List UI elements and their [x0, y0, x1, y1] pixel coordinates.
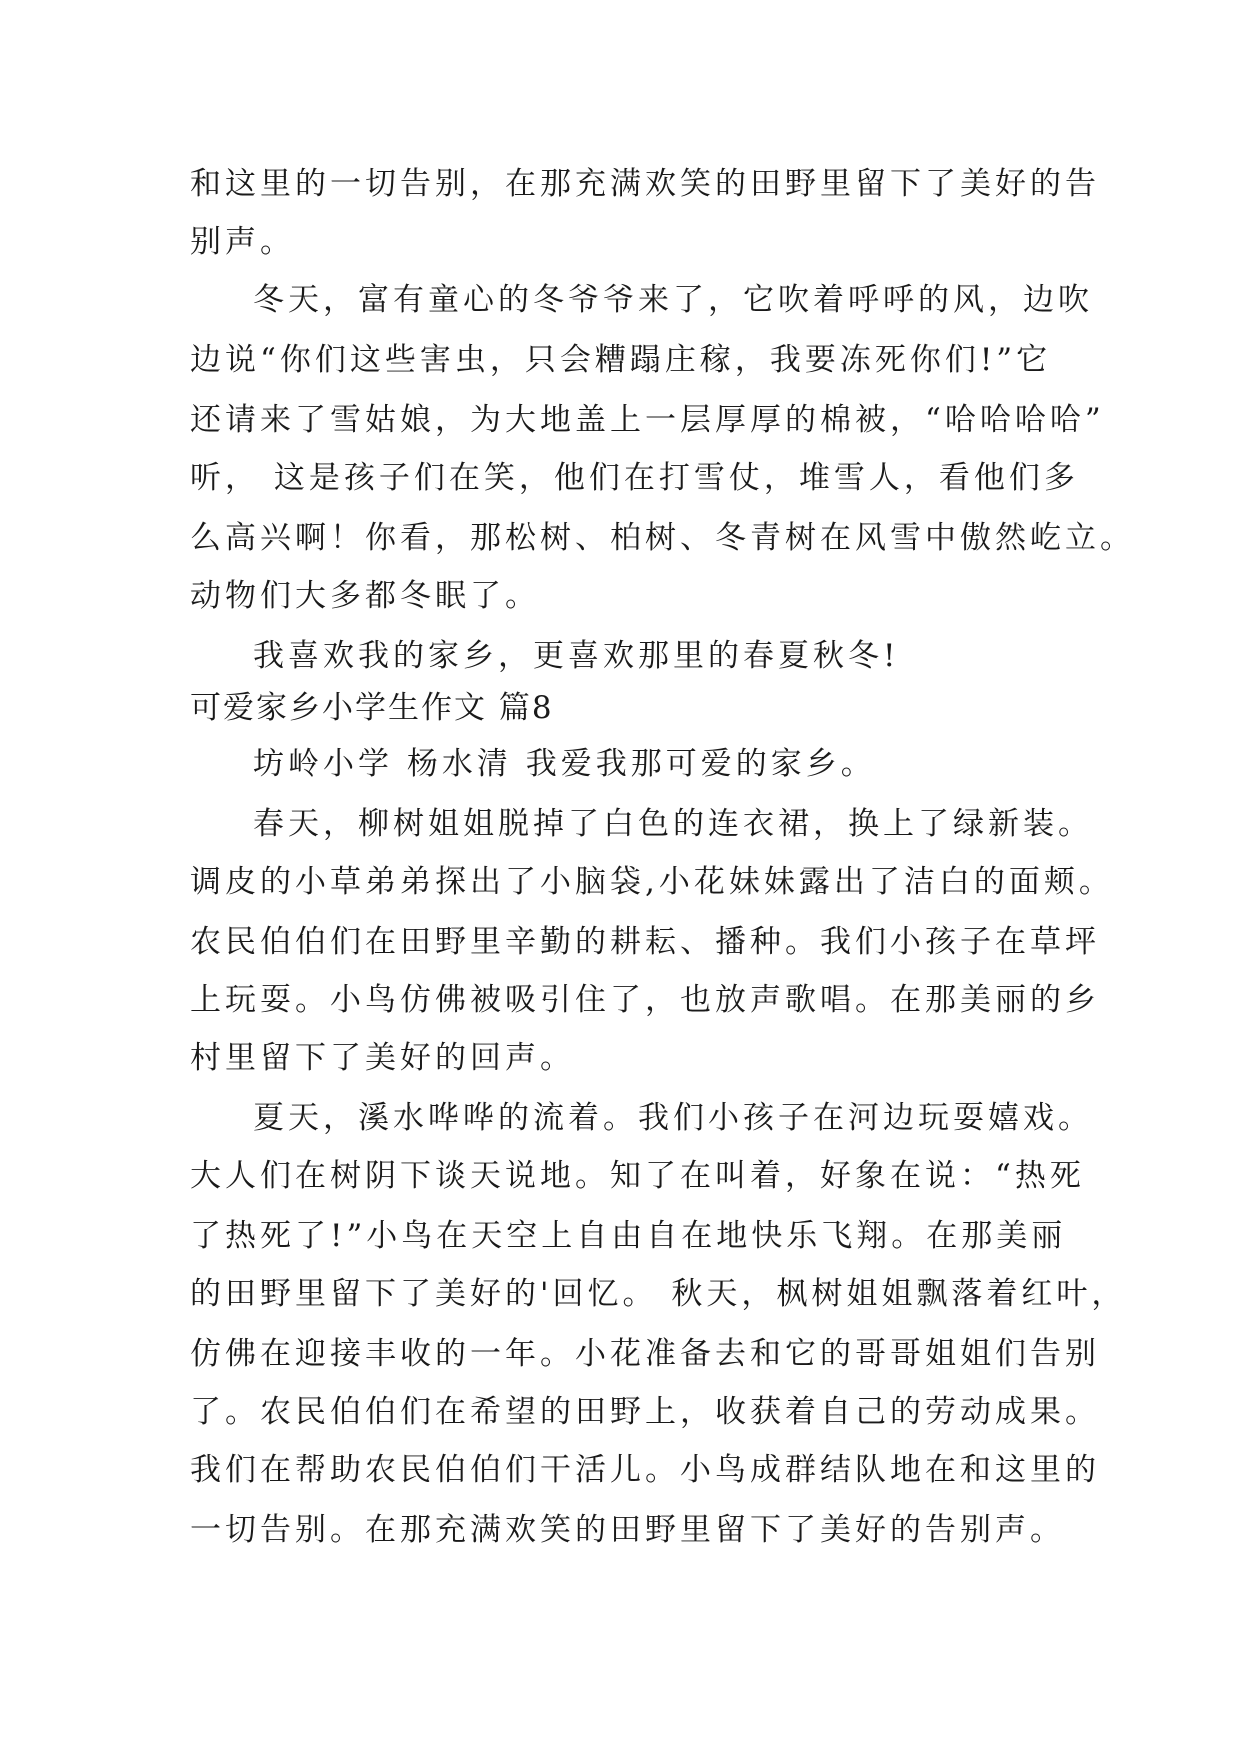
text-line: 动物们大多都冬眠了。	[190, 578, 540, 614]
text-line: 别声。	[190, 224, 295, 260]
text-line: 和这里的一切告别，在那充满欢笑的田野里留下了美好的告	[190, 166, 1100, 202]
text-line: 的田野里留下了美好的'回忆。 秋天，枫树姐姐飘落着红叶，	[190, 1276, 1127, 1312]
text-line: 么高兴啊！你看，那松树、柏树、冬青树在风雪中傲然屹立。	[190, 520, 1135, 556]
text-line: 边说“你们这些害虫，只会糟蹋庄稼，我要冻死你们!”它	[190, 342, 1052, 378]
text-line: 一切告别。在那充满欢笑的田野里留下了美好的告别声。	[190, 1512, 1065, 1548]
paragraph-winter-start: 冬天，富有童心的冬爷爷来了，它吹着呼呼的风，边吹	[253, 282, 1093, 318]
text-line: 了。农民伯伯们在希望的田野上，收获着自己的劳动成果。	[190, 1394, 1100, 1430]
text-line: 了热死了!”小鸟在天空上自由自在地快乐飞翔。在那美丽	[190, 1218, 1067, 1254]
text-line: 还请来了雪姑娘，为大地盖上一层厚厚的棉被，“哈哈哈哈”	[190, 402, 1105, 438]
text-line: 大人们在树阴下谈天说地。知了在叫着，好象在说：“热死	[190, 1158, 1085, 1194]
text-line: 上玩耍。小鸟仿佛被吸引住了，也放声歌唱。在那美丽的乡	[190, 982, 1100, 1018]
paragraph-summer-start: 夏天，溪水哗哗的流着。我们小孩子在河边玩耍嬉戏。	[253, 1100, 1093, 1136]
text-line: 调皮的小草弟弟探出了小脑袋,小花妹妹露出了洁白的面颊。	[190, 864, 1114, 900]
text-line: 我们在帮助农民伯伯们干活儿。小鸟成群结队地在和这里的	[190, 1452, 1100, 1488]
paragraph-spring-start: 春天，柳树姐姐脱掉了白色的连衣裙，换上了绿新装。	[253, 806, 1093, 842]
text-line: 听， 这是孩子们在笑，他们在打雪仗，堆雪人，看他们多	[190, 460, 1079, 496]
text-line: 村里留下了美好的回声。	[190, 1040, 575, 1076]
text-line: 仿佛在迎接丰收的一年。小花准备去和它的哥哥姐姐们告别	[190, 1336, 1100, 1372]
text-line: 农民伯伯们在田野里辛勤的耕耘、播种。我们小孩子在草坪	[190, 924, 1100, 960]
author-line: 坊岭小学 杨水清 我爱我那可爱的家乡。	[253, 746, 876, 782]
section-title: 可爱家乡小学生作文 篇8	[190, 690, 554, 726]
paragraph-closing: 我喜欢我的家乡，更喜欢那里的春夏秋冬!	[253, 638, 900, 674]
